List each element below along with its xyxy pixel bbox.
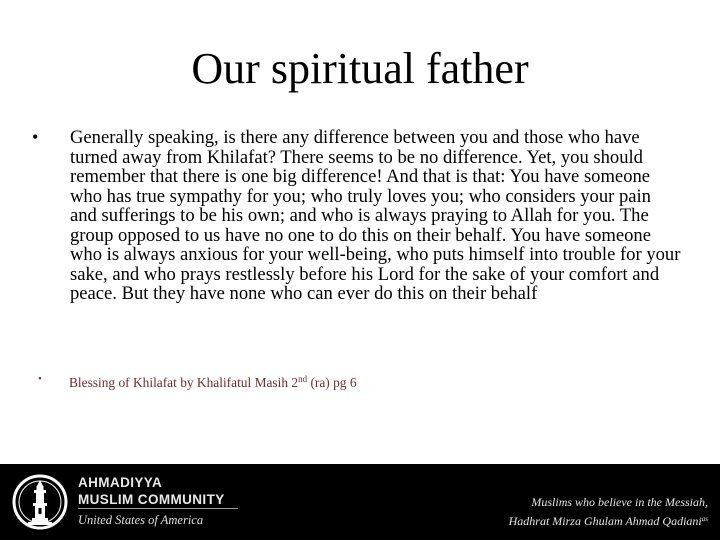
organization-name-line1: AHMADIYYA — [78, 475, 163, 490]
tagline-superscript: as — [701, 514, 708, 523]
source-bullet-marker: • — [38, 373, 42, 385]
quote-bullet — [32, 128, 682, 304]
minaret-logo-icon — [12, 468, 68, 536]
page-title: Our spiritual father — [191, 44, 529, 93]
source-citation-main: Blessing of Khilafat by Khalifatul Masih 2 — [69, 375, 299, 390]
bullet-marker: • — [32, 127, 39, 147]
footer-tagline — [509, 494, 708, 529]
source-citation — [69, 371, 638, 391]
organization-divider — [78, 508, 238, 509]
source-citation-tail: (ra) pg 6 — [307, 375, 357, 390]
organization-region: United States of America — [78, 513, 204, 527]
source-citation-superscript: nd — [298, 374, 308, 384]
tagline-line2 — [509, 511, 708, 530]
source-bullet — [38, 371, 638, 391]
organization-name-line2: MUSLIM COMMUNITY — [78, 492, 225, 507]
quote-text: Generally speaking, is there any difference between you and those who have turned away from Khilafat? There seems to be no difference. Yet, you should remember that there is one big difference! And that is that: You have someone who has true sympathy for you; who truly loves you; who considers your pain and sufferings to be his own; and who is always praying to Allah for you. The group opposed to us have no one to do this on their behalf. You have someone who is always anxious for your well-being, who puts himself into trouble for your sake, and who prays restlessly before his Lord for the sake of your comfort and peace. But they have none who can ever do this on their behalf — [70, 127, 681, 304]
tagline-line2-text: Hadhrat Mirza Ghulam Ahmad Qadiani — [508, 513, 702, 528]
tagline-line1: Muslims who believe in the Messiah, — [531, 495, 708, 509]
organization-name — [78, 474, 225, 508]
footer-banner — [0, 464, 720, 540]
